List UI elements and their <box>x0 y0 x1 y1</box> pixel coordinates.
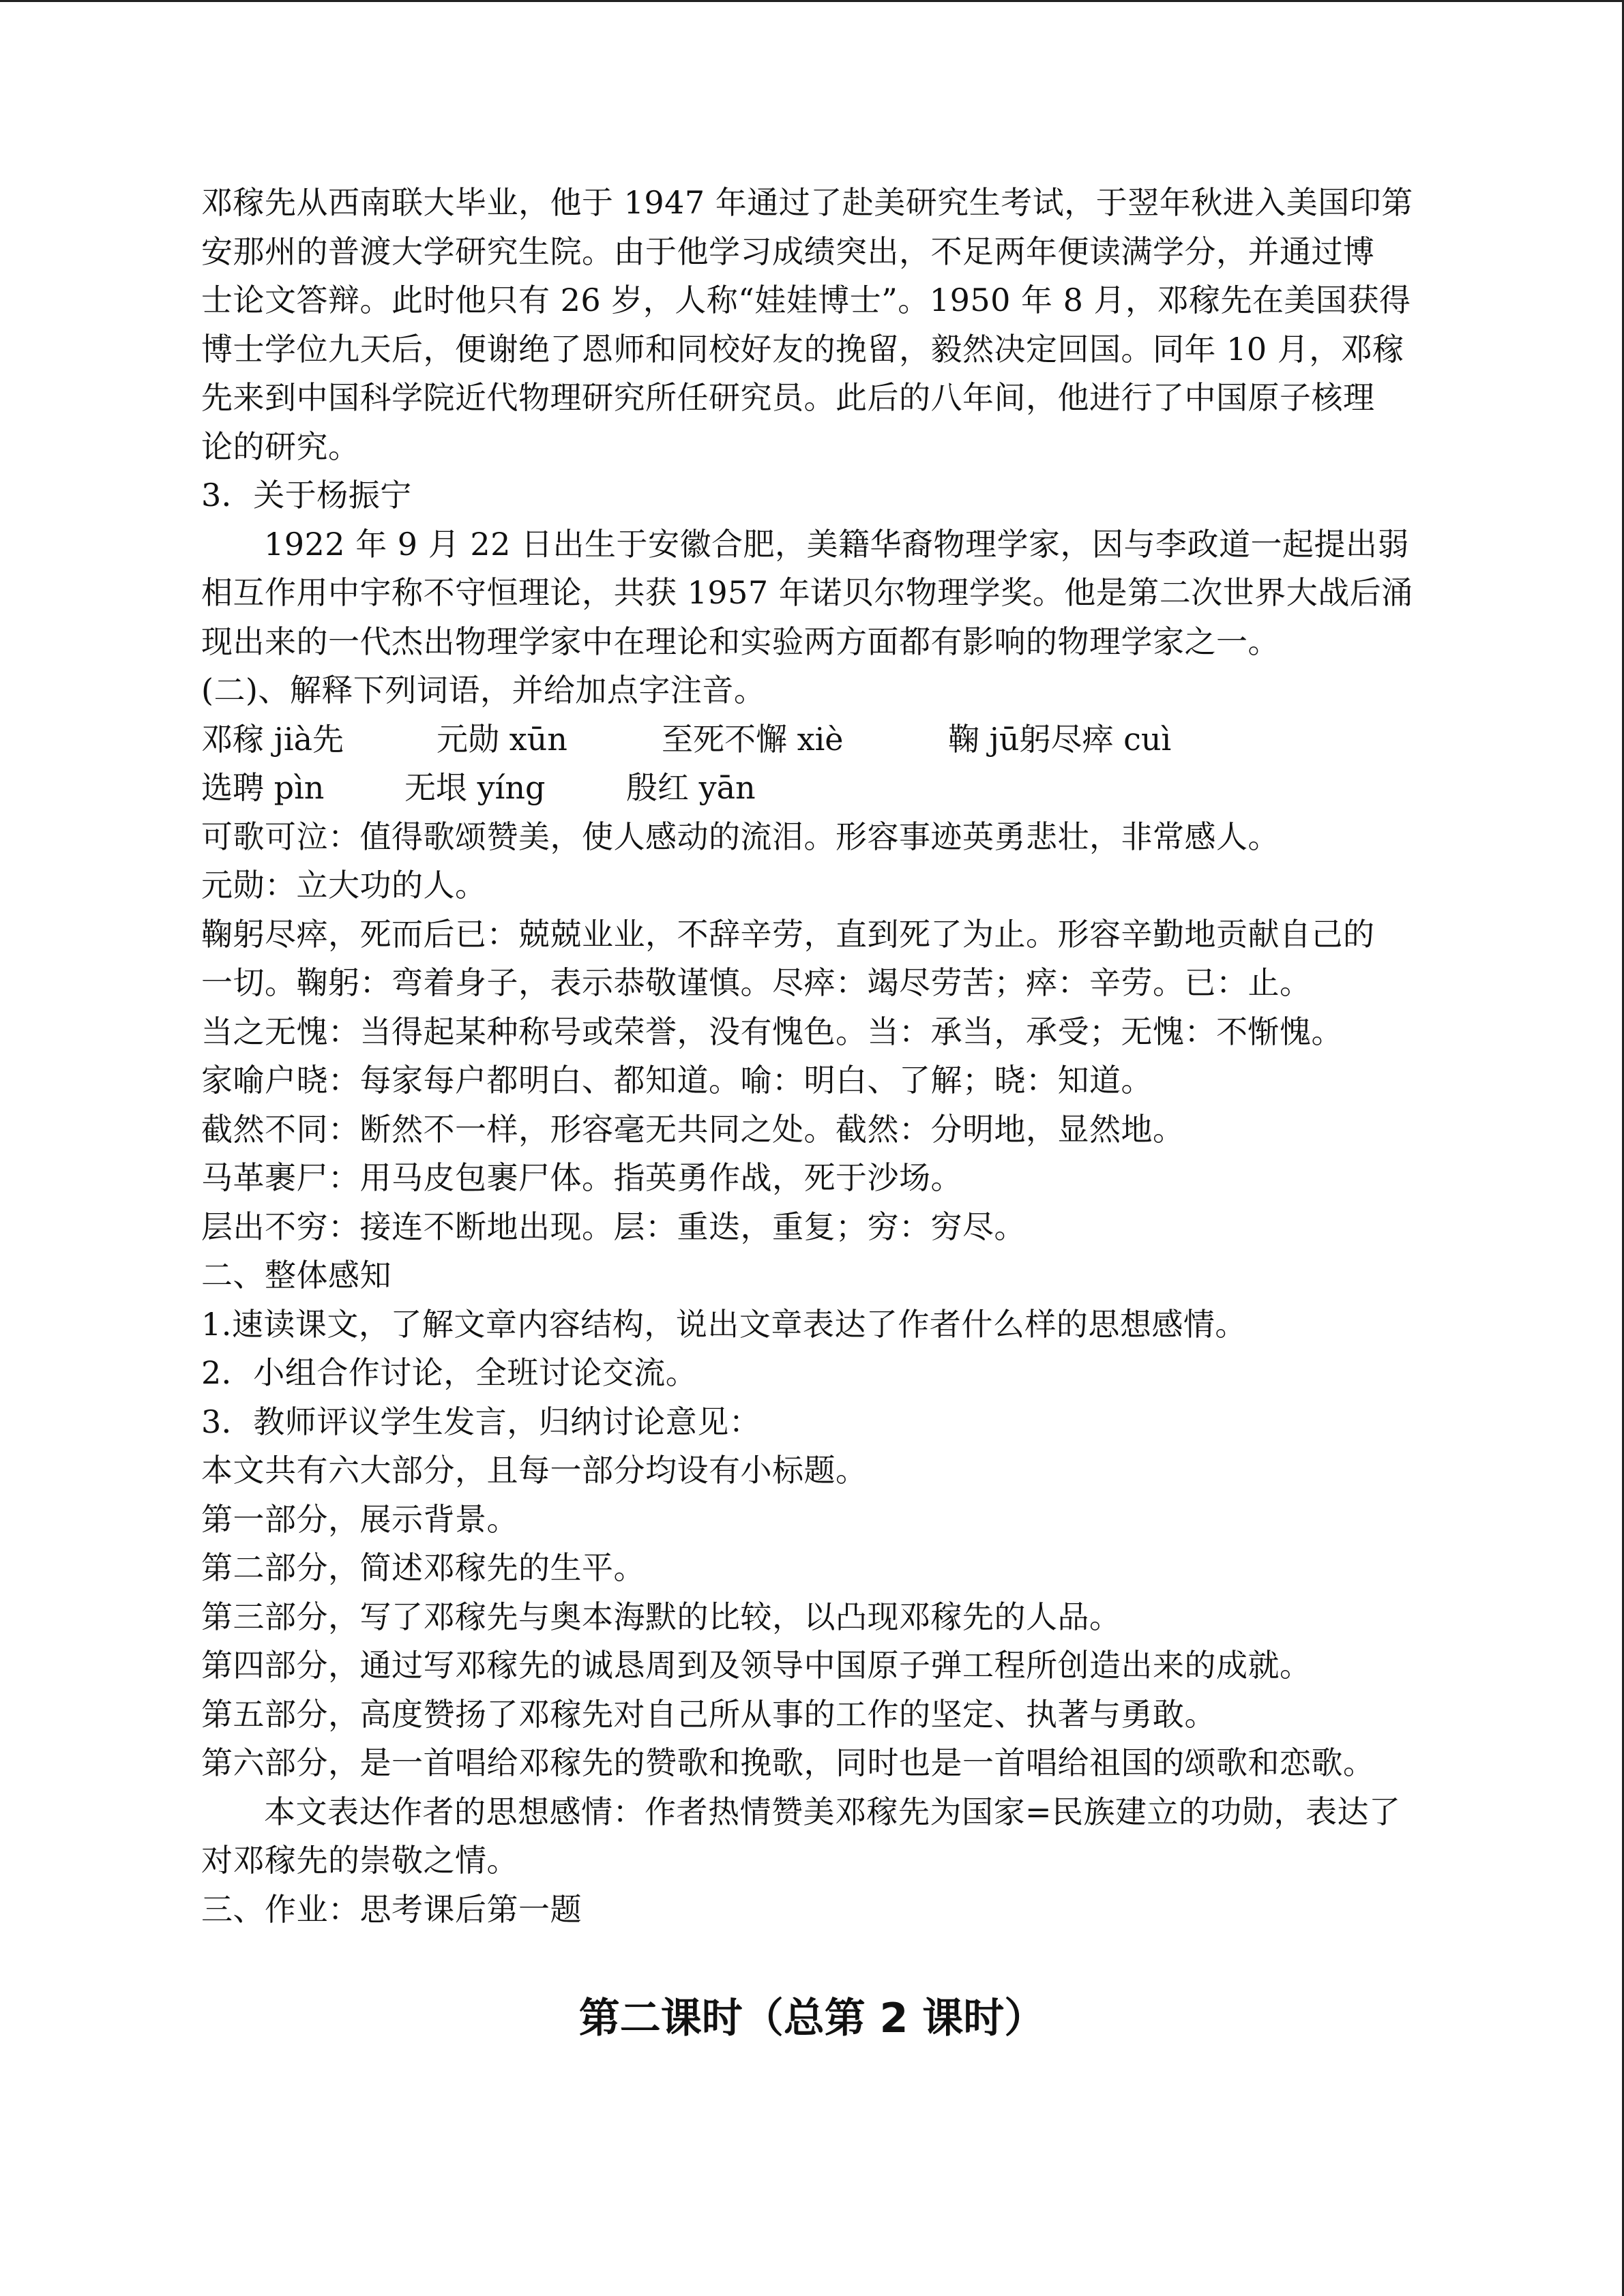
next-lesson-title: 第二课时（总第 2 课时） <box>578 1995 1046 2042</box>
text-line: 博士学位九天后，便谢绝了恩师和同校好友的挽留，毅然决定回国。同年 10 月，邓稼 <box>201 330 1404 368</box>
vocab-row <box>201 715 1429 764</box>
yang-heading: 3．关于杨振宁 <box>201 477 412 513</box>
definition-line: 马革裹尸：用马皮包裹尸体。指英勇作战，死于沙场。 <box>201 1159 962 1196</box>
definition-line: 当之无愧：当得起某种称号或荣誉，没有愧色。当：承当，承受；无愧：不惭愧。 <box>201 1013 1343 1050</box>
definition-line: 家喻户晓：每家每户都明白、都知道。喻：明白、了解；晓：知道。 <box>201 1062 1153 1099</box>
step-line: 3．教师评议学生发言，归纳讨论意见： <box>201 1403 761 1440</box>
deng-biography <box>201 179 1429 471</box>
text-line: 1922 年 9 月 22 日出生于安徽合肥，美籍华裔物理学家，因与李政道一起提出弱 <box>264 525 1409 563</box>
definition-line: 一切。鞠躬：弯着身子，表示恭敬谨慎。尽瘁：竭尽劳苦；瘁：辛劳。已：止。 <box>201 964 1312 1001</box>
text-line: 邓稼先从西南联大毕业，他于 1947 年通过了赴美研究生考试，于翌年秋进入美国印第 <box>201 184 1413 221</box>
parts-list <box>201 1446 1429 1788</box>
yang-biography <box>201 520 1429 667</box>
document-body <box>201 179 1429 1934</box>
part-line: 第三部分，写了邓稼先与奥本海默的比较，以凸现邓稼先的人品。 <box>201 1598 1121 1635</box>
definition-line: 可歌可泣：值得歌颂赞美，使人感动的流泪。形容事迹英勇悲壮，非常感人。 <box>201 818 1280 855</box>
summary-paragraph <box>201 1788 1429 1885</box>
part-line: 第四部分，通过写邓稼先的诚恳周到及领导中国原子弹工程所创造出来的成就。 <box>201 1647 1312 1684</box>
text-line: 相互作用中宇称不守恒理论，共获 1957 年诺贝尔物理学奖。他是第二次世界大战后涌 <box>201 574 1413 611</box>
part-line: 第一部分，展示背景。 <box>201 1500 518 1538</box>
step-list <box>201 1300 1429 1447</box>
text-line: 本文表达作者的思想感情：作者热情赞美邓稼先为国家=民族建立的功勋，表达了 <box>264 1793 1401 1830</box>
definition-line: 层出不穷：接连不断地出现。层：重迭，重复；穷：穷尽。 <box>201 1208 1026 1245</box>
vocab-heading: (二)、解释下列词语，并给加点字注音。 <box>201 672 766 709</box>
text-line: 先来到中国科学院近代物理研究所任研究员。此后的八年间，他进行了中国原子核理 <box>201 379 1375 416</box>
vocab-item: 殷红 yān <box>626 769 756 806</box>
step-line: 2．小组合作讨论，全班讨论交流。 <box>201 1354 698 1391</box>
vocab-row <box>201 764 1429 813</box>
definition-list <box>201 813 1429 1252</box>
text-line: 对邓稼先的崇敬之情。 <box>201 1842 518 1879</box>
vocab-item: 元勋 xūn <box>437 720 567 758</box>
text-line: 士论文答辩。此时他只有 26 岁，人称“娃娃博士”。1950 年 8 月，邓稼先在美国获得 <box>201 282 1411 318</box>
vocab-item: 邓稼 jià先 <box>201 720 344 758</box>
step-line: 1.速读课文，了解文章内容结构，说出文章表达了作者什么样的思想感情。 <box>201 1305 1247 1343</box>
vocab-item: 无垠 yíng <box>404 769 546 806</box>
part-line: 第六部分，是一首唱给邓稼先的赞歌和挽歌，同时也是一首唱给祖国的颂歌和恋歌。 <box>201 1744 1375 1781</box>
text-line: 论的研究。 <box>201 428 360 465</box>
part-line: 第五部分，高度赞扬了邓稼先对自己所从事的工作的坚定、执著与勇敢。 <box>201 1695 1216 1733</box>
vocab-item: 选聘 pìn <box>201 769 325 806</box>
part-line: 本文共有六大部分，且每一部分均设有小标题。 <box>201 1452 868 1489</box>
part-line: 第二部分，简述邓稼先的生平。 <box>201 1549 645 1586</box>
overall-heading: 二、整体感知 <box>201 1257 392 1294</box>
homework-line: 三、作业：思考课后第一题 <box>201 1890 582 1928</box>
text-line: 安那州的普渡大学研究生院。由于他学习成绩突出，不足两年便读满学分，并通过博 <box>201 233 1375 270</box>
vocab-item: 至死不懈 xiè <box>662 720 844 758</box>
definition-line: 元勋：立大功的人。 <box>201 867 487 904</box>
definition-line: 鞠躬尽瘁，死而后已：兢兢业业，不辞辛劳，直到死了为止。形容辛勤地贡献自己的 <box>201 915 1375 953</box>
vocab-item: 鞠 jū躬尽瘁 cuì <box>948 720 1172 758</box>
text-line: 现出来的一代杰出物理学家中在理论和实验两方面都有影响的物理学家之一。 <box>201 623 1280 660</box>
definition-line: 截然不同：断然不一样，形容毫无共同之处。截然：分明地，显然地。 <box>201 1110 1185 1148</box>
